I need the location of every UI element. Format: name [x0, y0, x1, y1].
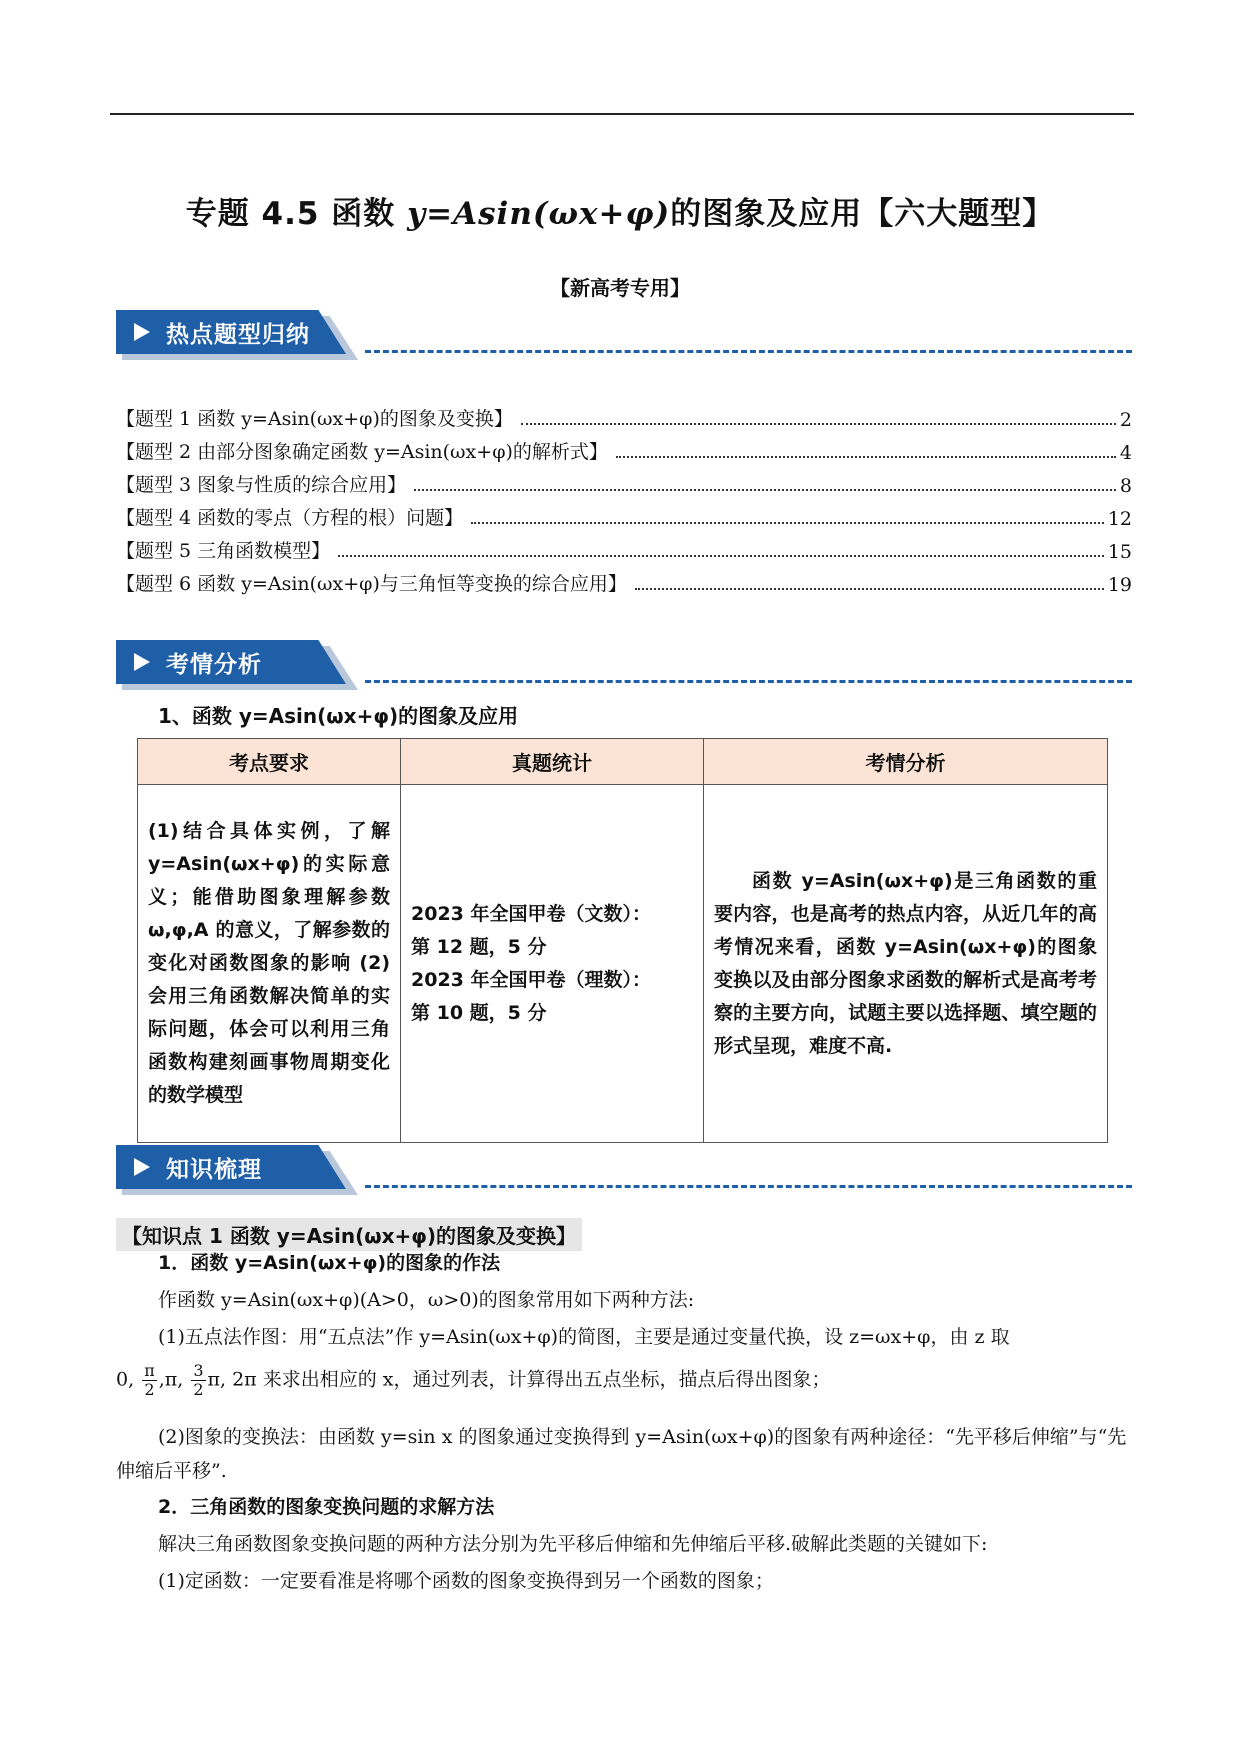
analysis-cell: 函数 y=Asin(ωx+φ)是三角函数的重要内容，也是高考的热点内容，从近几年的高考情况来看，函数 y=Asin(ωx+φ)的图象变换以及由部分图象求函数的解析式是高考考察的主要方向，试题主要以选择题、填空题的形式呈现，难度不高.: [704, 785, 1108, 1143]
toc-label: 【题型 5 三角函数模型】: [116, 540, 331, 562]
knowledge-paragraph: 作函数 y=Asin(ωx+φ)(A>0，ω>0)的图象常用如下两种方法:: [158, 1289, 695, 1311]
numerator: π: [144, 1361, 155, 1380]
header-rule: [110, 113, 1134, 115]
toc-page: 12: [1107, 508, 1132, 530]
page-subtitle: 【新高考专用】: [550, 276, 690, 300]
page-title: [0, 188, 1240, 233]
knowledge-subheading: 2．三角函数的图象变换问题的求解方法: [158, 1496, 495, 1518]
stats-cell: [401, 785, 704, 1143]
knowledge-paragraph: (1)五点法作图：用“五点法”作 y=Asin(ωx+φ)的简图，主要是通过变量代换，设 z=ωx+φ，由 z 取: [158, 1326, 1010, 1348]
requirement-cell: (1)结合具体实例，了解 y=Asin(ωx+φ)的实际意义；能借助图象理解参数 ω,φ,A 的意义，了解参数的变化对函数图象的影响 (2)会用三角函数解决简单的实际问题，体会可以利用三角函数构建刻画事物周期变化的数学模型: [138, 785, 401, 1143]
banner-dash-line: [365, 350, 1132, 353]
toc-entry[interactable]: [116, 403, 1132, 431]
banner-knowledge: [116, 1145, 356, 1189]
text-run: ,π,: [158, 1368, 184, 1391]
banner-label: 知识梳理: [166, 1157, 262, 1183]
table-header: 考点要求: [138, 739, 401, 785]
stats-line: 2023 年全国甲卷（文数）：: [411, 902, 651, 925]
toc-label: 【题型 3 图象与性质的综合应用】: [116, 474, 407, 496]
title-formula: y=Asin(ωx+φ): [407, 196, 671, 232]
title-suffix: 的图象及应用【六大题型】: [670, 196, 1055, 232]
toc-leader: [471, 522, 1104, 524]
toc-entry[interactable]: [116, 535, 1132, 563]
toc-label: 【题型 2 由部分图象确定函数 y=Asin(ωx+φ)的解析式】: [116, 441, 608, 463]
knowledge-paragraph: (2)图象的变换法：由函数 y=sin x 的图象通过变换得到 y=Asin(ωx+φ)的图象有两种途径：“先平移后伸缩”与“先伸缩后平移”.: [116, 1426, 1127, 1482]
toc-page: 15: [1107, 541, 1132, 563]
title-prefix: 专题 4.5 函数: [185, 196, 408, 232]
knowledge-subheading: 1．函数 y=Asin(ωx+φ)的图象的作法: [158, 1252, 501, 1274]
toc-label: 【题型 6 函数 y=Asin(ωx+φ)与三角恒等变换的综合应用】: [116, 573, 627, 595]
analysis-heading: 1、函数 y=Asin(ωx+φ)的图象及应用: [158, 704, 519, 728]
denominator: 2: [144, 1380, 155, 1399]
stats-line: 第 10 题，5 分: [411, 1001, 547, 1024]
toc-page: 8: [1119, 475, 1132, 497]
denominator: 2: [193, 1380, 204, 1399]
banner-hot-topics: [116, 310, 356, 354]
play-icon: [134, 323, 150, 341]
fraction: [142, 1362, 157, 1399]
banner-dash-line: [365, 1185, 1132, 1188]
toc-page: 2: [1119, 409, 1132, 431]
knowledge-paragraph: 解决三角函数图象变换问题的两种方法分别为先平移后伸缩和先伸缩后平移.破解此类题的关键如下:: [158, 1533, 988, 1555]
play-icon: [134, 1158, 150, 1176]
toc-entry[interactable]: [116, 436, 1132, 464]
banner-label: 热点题型归纳: [166, 322, 310, 348]
stats-line: 第 12 题，5 分: [411, 935, 547, 958]
fraction: [191, 1362, 205, 1399]
table-header: 真题统计: [401, 739, 704, 785]
table-header: 考情分析: [704, 739, 1108, 785]
banner-label: 考情分析: [166, 652, 262, 678]
toc-page: 4: [1119, 442, 1132, 464]
toc-leader: [521, 423, 1116, 425]
play-icon: [134, 653, 150, 671]
toc-leader: [616, 456, 1116, 458]
toc-leader: [414, 489, 1116, 491]
toc-entry[interactable]: [116, 502, 1132, 530]
toc-entry[interactable]: [116, 469, 1132, 497]
toc-leader: [635, 588, 1104, 590]
numerator: 3: [193, 1361, 204, 1380]
knowledge-paragraph-fractions: [116, 1362, 1132, 1399]
exam-analysis-table: [137, 738, 1108, 1143]
toc-entry[interactable]: [116, 568, 1132, 596]
knowledge-point-heading: 【知识点 1 函数 y=Asin(ωx+φ)的图象及变换】: [116, 1218, 582, 1251]
knowledge-paragraph: (1)定函数：一定要看准是将哪个函数的图象变换得到另一个函数的图象；: [158, 1570, 774, 1592]
stats-line: 2023 年全国甲卷（理数）：: [411, 968, 651, 991]
text-run: π, 2π 来求出相应的 x，通过列表，计算得出五点坐标，描点后得出图象；: [207, 1368, 831, 1391]
toc-page: 19: [1107, 574, 1132, 596]
toc-leader: [338, 555, 1104, 557]
banner-analysis: [116, 640, 356, 684]
toc-label: 【题型 1 函数 y=Asin(ωx+φ)的图象及变换】: [116, 408, 513, 430]
banner-dash-line: [365, 680, 1132, 683]
text-run: 0,: [116, 1368, 135, 1391]
toc-label: 【题型 4 函数的零点（方程的根）问题】: [116, 507, 464, 529]
